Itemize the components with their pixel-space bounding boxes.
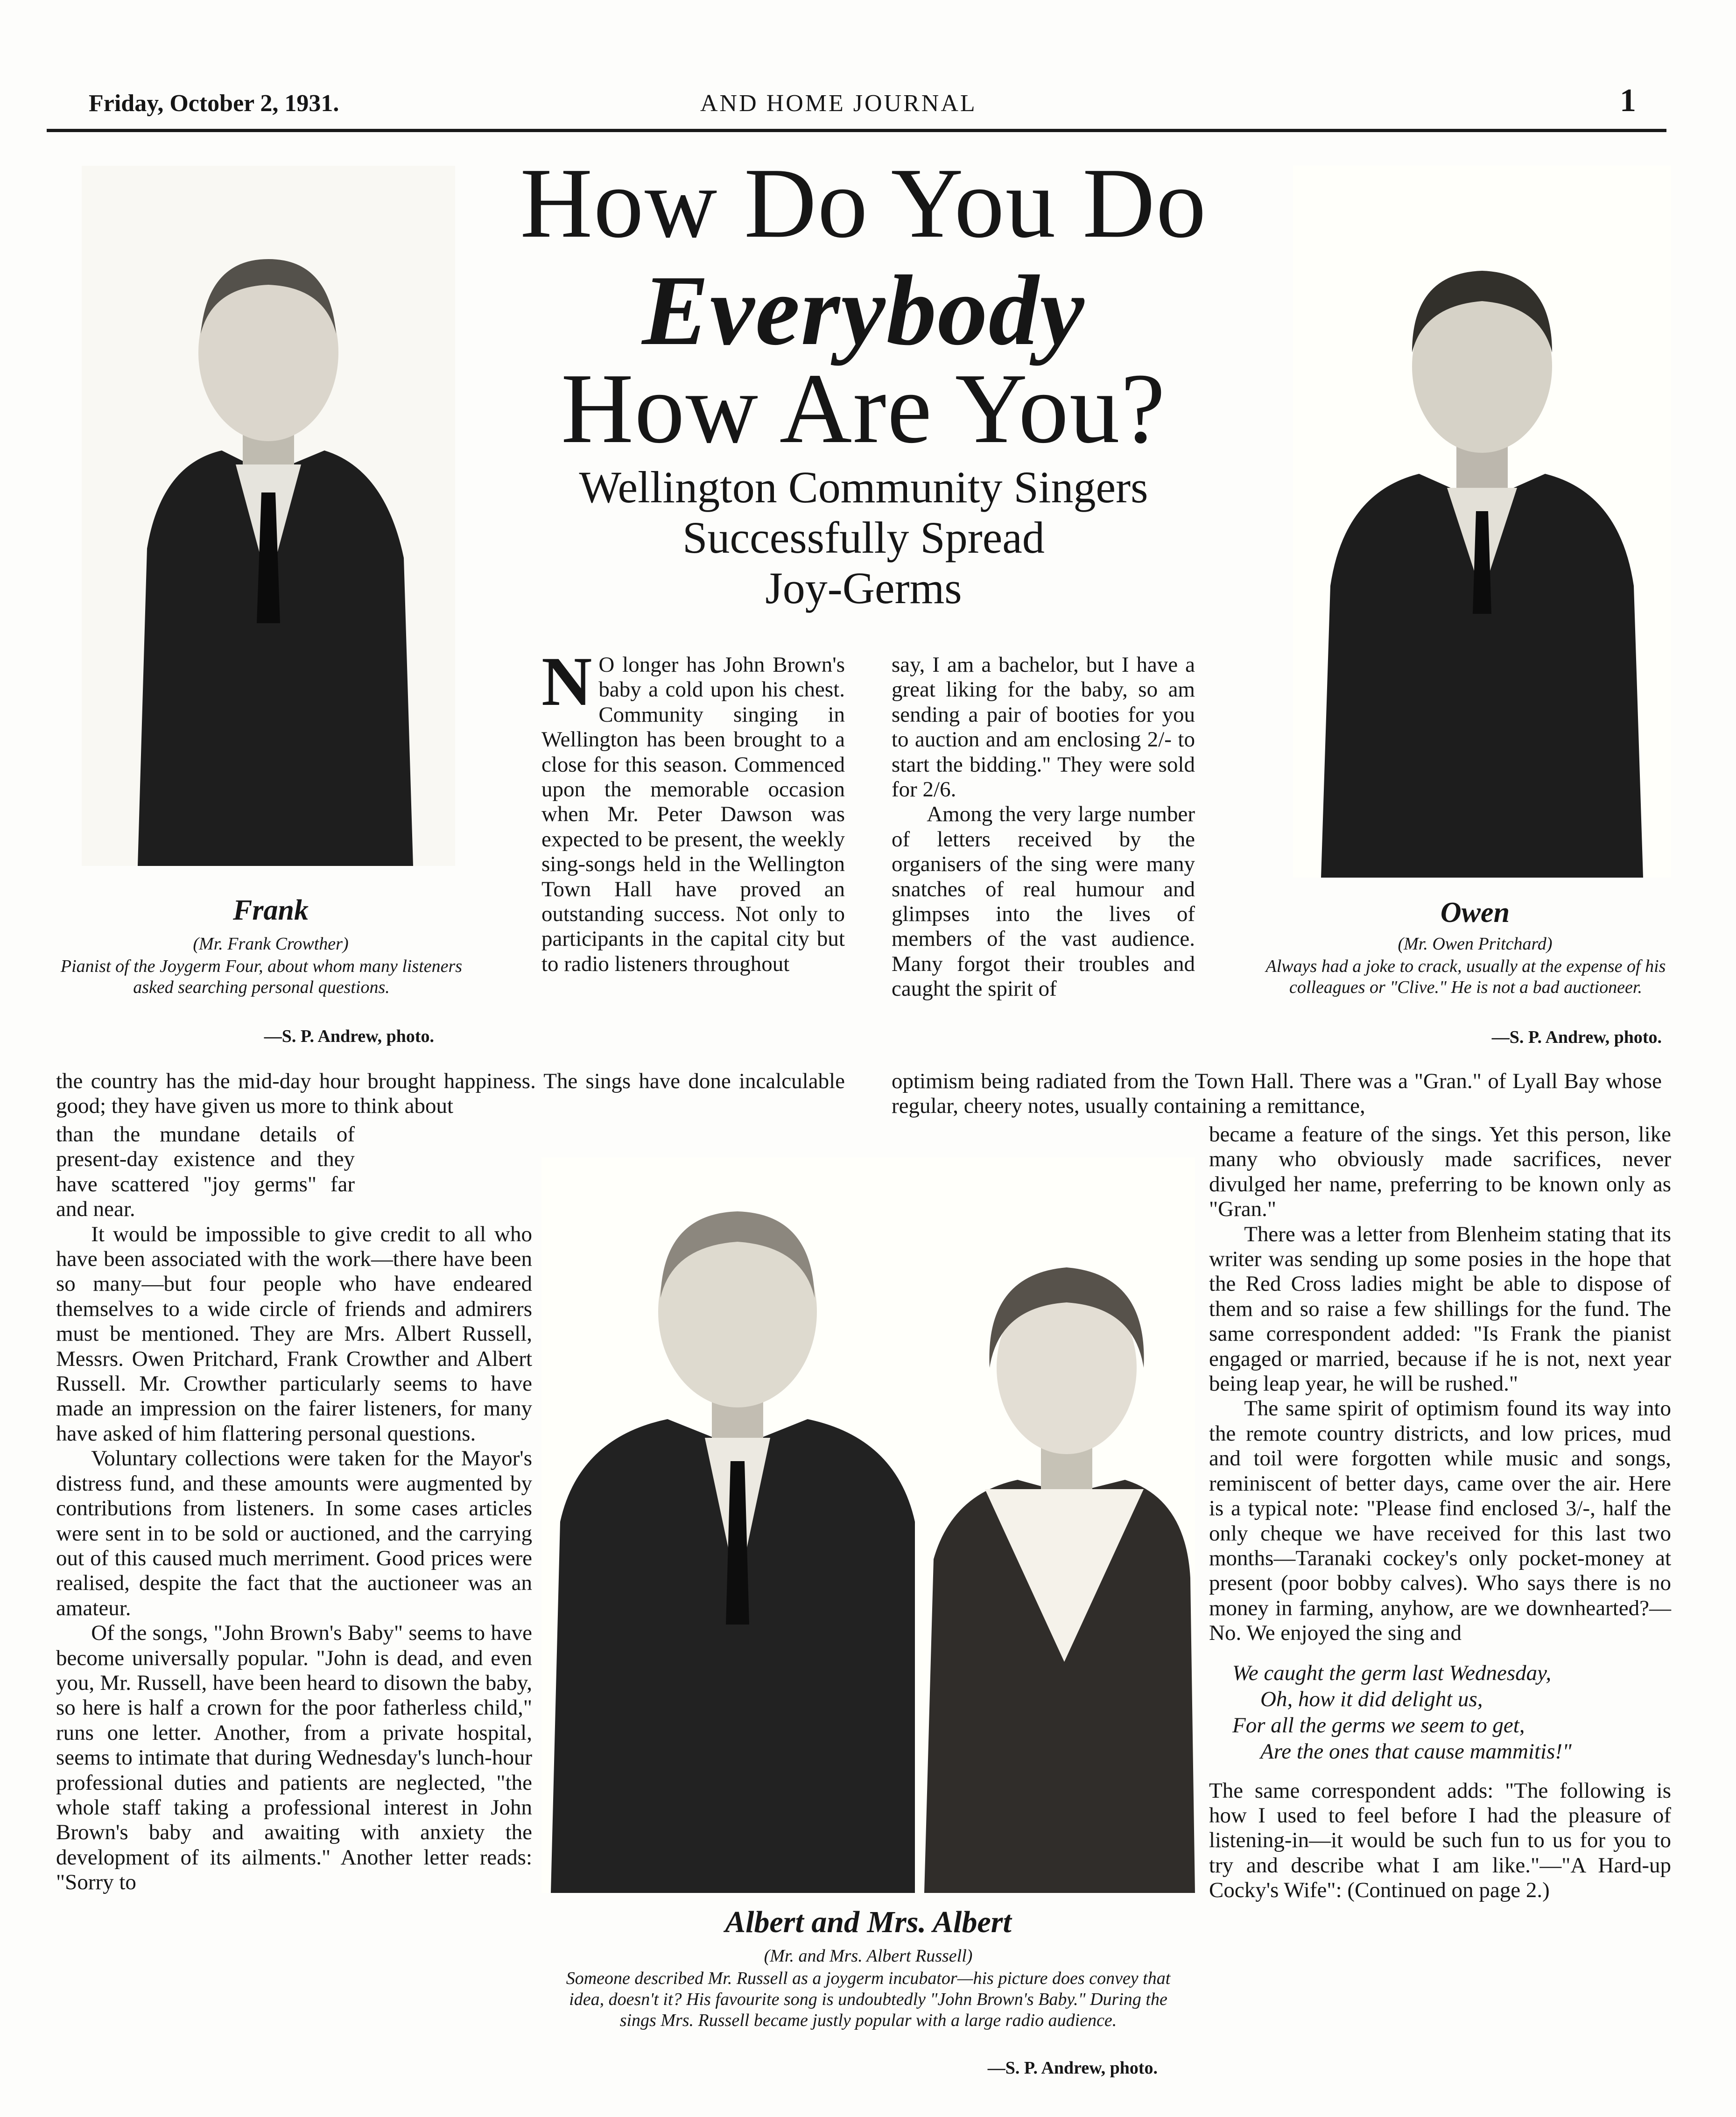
subheadline-line-1: Wellington Community Singers — [579, 462, 1148, 512]
caption-owen-credit: —S. P. Andrew, photo. — [1491, 1027, 1662, 1047]
frank-photo — [82, 166, 455, 866]
caption-frank-name: Frank — [233, 894, 309, 926]
caption-albert-name: Albert and Mrs. Albert — [725, 1905, 1012, 1939]
article-paragraph: There was a letter from Blenheim stating that its writer was sending up some posies in the hope that the Red Cross ladies might be able to dispose of them and so raise a few shillings for the fund. The same correspondent added: "Is Frank the pianist engaged or married, because if he is not, next year being leap year, he will be rushed." — [1209, 1222, 1671, 1396]
poem-line: For all the germs we seem to get, — [1232, 1713, 1525, 1737]
article-opening: O longer has John Brown's baby a cold upon his chest. Community singing in Wellington has been brought to a close for this season. Commenced upon the memorable occasion when Mr. Peter Dawson was expected to be present, the weekly sing-songs held in the Wellington Town Hall have proved an outstanding success. Not only to participants in the capital city but to radio listeners throughout — [541, 653, 845, 976]
subheadline-line-2: Successfully Spread — [682, 513, 1045, 563]
albert-russell-photo — [541, 1158, 1195, 1893]
caption-frank-fullname: (Mr. Frank Crowther) — [193, 934, 349, 954]
article-paragraph: Voluntary collections were taken for the Mayor's distress fund, and these amounts were augmented by contributions from listeners. In some cases articles were sent in to be sold or auctioned, and the carrying out of this caused much merriment. Good prices were realised, despite the fact that the auctioneer was an amateur. — [56, 1446, 532, 1620]
article-span-right: optimism being radiated from the Town Hall. There was a "Gran." of Lyall Bay whose regular, cheery notes, usually containing a remittance, — [892, 1069, 1662, 1118]
article-span-left: the country has the mid-day hour brought happiness. The sings have done incalculable good; they have given us more to think about — [56, 1069, 845, 1118]
article-column-2-top — [892, 653, 1195, 1002]
poem-line: Oh, how it did delight us, — [1260, 1687, 1483, 1711]
poem — [1232, 1660, 1671, 1765]
header-rule — [47, 129, 1666, 132]
page-number: 1 — [1620, 83, 1636, 119]
masthead: AND HOME JOURNAL — [700, 90, 977, 117]
caption-frank-credit: —S. P. Andrew, photo. — [264, 1027, 434, 1046]
owen-photo — [1293, 166, 1671, 878]
article-paragraph: than the mundane details of present-day existence and they have scattered "joy germs" far and near. — [56, 1122, 355, 1222]
subheadline-line-3: Joy-Germs — [765, 563, 962, 613]
article-column-right — [1209, 1122, 1671, 1903]
article-paragraph: It would be impossible to give credit to all who have been associated with the work—there have been so many—but four people who have endeared themselves to a wide circle of friends and admirers must be mentioned. They are Mrs. Albert Russell, Messrs. Owen Pritchard, Frank Crowther and Albert Russell. Mr. Crowther particularly seems to have made an impression on the fairer listeners, for many have asked of him flattering personal questions. — [56, 1222, 532, 1446]
article-column-1-top — [541, 643, 845, 977]
poem-line: We caught the germ last Wednesday, — [1232, 1660, 1552, 1685]
drop-cap: N — [541, 643, 592, 720]
article-paragraph: The same correspondent adds: "The following is how I used to feel before I had the pleasure of listening-in—it would be such fun to us for you to try and describe what I am like."—"A Hard-up Cocky's Wife": (Continued on page 2.) — [1209, 1778, 1671, 1903]
caption-albert-credit: —S. P. Andrew, photo. — [987, 2058, 1158, 2078]
poem-line: Are the ones that cause mammitis!" — [1260, 1739, 1572, 1764]
headline-line-3: How Are You? — [561, 352, 1167, 464]
caption-frank-text: Pianist of the Joygerm Four, about whom many listeners asked searching personal questions. — [60, 957, 463, 997]
issue-date: Friday, October 2, 1931. — [89, 90, 339, 117]
headline-line-1: How Do You Do — [520, 147, 1207, 259]
caption-owen-name: Owen — [1440, 897, 1510, 928]
article-paragraph: say, I am a bachelor, but I have a great liking for the baby, so am sending a pair of booties for you to auction and am enclosing 2/- to start the bidding." They were sold for 2/6. — [892, 653, 1195, 802]
article-paragraph: Among the very large number of letters received by the organisers of the sing were many snatches of real humour and glimpses into the lives of members of the vast audience. Many forgot their troubles and caught the spirit of — [892, 802, 1195, 1001]
article-paragraph: became a feature of the sings. Yet this person, like many who obviously made sacrifices, never divulged her name, preferring to be known only as "Gran." — [1209, 1122, 1671, 1222]
article-column-left — [56, 1122, 532, 1895]
article-paragraph: Of the songs, "John Brown's Baby" seems to have become universally popular. "John is dead, and even you, Mr. Russell, have been heard to disown the baby, so here is half a crown for the poor fatherless child," runs one letter. Another, from a private hospital, seems to intimate that during Wednesday's lunch-hour professional duties and patients are neglected, "the whole staff taking a professional interest in John Brown's baby and awaiting with anxiety the development of its ailments." Another letter reads: "Sorry to — [56, 1621, 532, 1895]
caption-owen-text: Always had a joke to crack, usually at the expense of his colleagues or "Clive." He is not a bad auctioneer. — [1265, 957, 1666, 997]
caption-owen-fullname: (Mr. Owen Pritchard) — [1398, 934, 1553, 954]
article-paragraph: The same spirit of optimism found its way into the remote country districts, and low prices, mud and toil were forgotten while music and songs, reminiscent of better days, came over the air. Here is a typical note: "Please find enclosed 3/-, half the only cheque we have received for this last two months—Taranaki cockey's only pocket-money at present (poor bobby calves). Who says there is no money in farming, anyhow, are we downhearted?—No. We enjoyed the sing and — [1209, 1396, 1671, 1646]
caption-albert-fullname: (Mr. and Mrs. Albert Russell) — [764, 1946, 973, 1966]
caption-albert-text: Someone described Mr. Russell as a joygerm incubator—his picture does convey that idea, doesn't it? His favourite song is undoubtedly "John Brown's Baby." During the sings Mrs. Russell became justly popular with a large radio audience. — [566, 1969, 1171, 2030]
headline-line-2: Everybody — [642, 254, 1085, 366]
